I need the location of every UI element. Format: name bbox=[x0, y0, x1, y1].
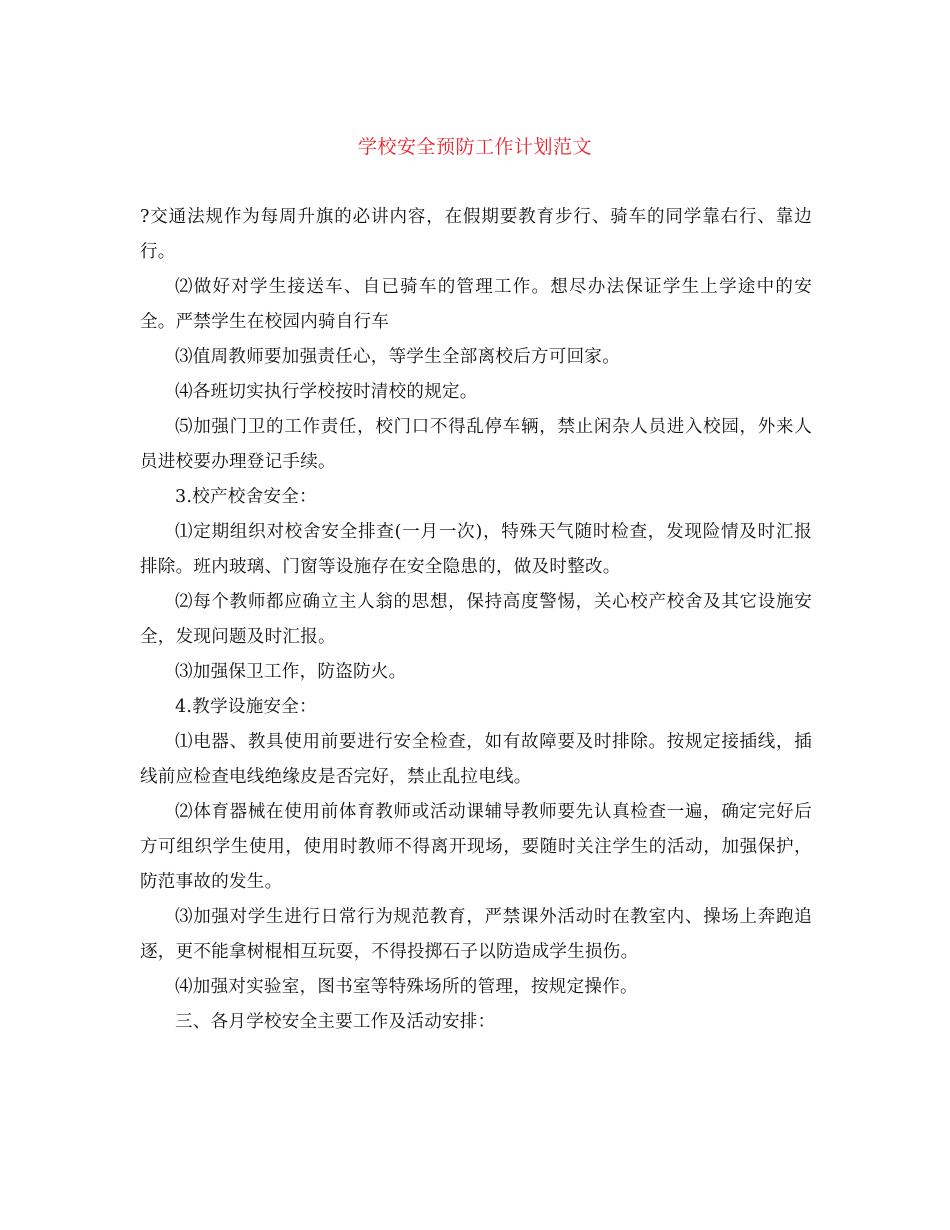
paragraph: ⑶加强保卫工作，防盗防火。 bbox=[175, 662, 407, 682]
section-heading: 三、各月学校安全主要工作及活动安排： bbox=[175, 1012, 496, 1032]
paragraph: ⑵每个教师都应确立主人翁的思想，保持高度警惕，关心校产校舍及其它设施安全，发现问题及时汇报。 bbox=[140, 592, 812, 647]
paragraph: ⑷各班切实执行学校按时清校的规定。 bbox=[175, 382, 478, 402]
paragraph: ?交通法规作为每周升旗的必讲内容，在假期要教育步行、骑车的同学靠右行、靠边行。 bbox=[140, 207, 812, 262]
paragraph: ⑷加强对实验室，图书室等特殊场所的管理，按规定操作。 bbox=[175, 977, 638, 997]
paragraph: ⑶值周教师要加强责任心，等学生全部离校后方可回家。 bbox=[175, 347, 620, 367]
paragraph: ⑸加强门卫的工作责任，校门口不得乱停车辆，禁止闲杂人员进入校园，外来人员进校要办理登记手续。 bbox=[140, 417, 812, 472]
section-heading: 3.校产校舍安全： bbox=[175, 487, 317, 507]
section-heading: 4.教学设施安全： bbox=[175, 697, 317, 717]
paragraph: ⑶加强对学生进行日常行为规范教育，严禁课外活动时在教室内、操场上奔跑追逐，更不能拿树棍相互玩耍，不得投掷石子以防造成学生损伤。 bbox=[140, 907, 812, 962]
paragraph: ⑴定期组织对校舍安全排查(一月一次)，特殊天气随时检查，发现险情及时汇报排除。班内玻璃、门窗等设施存在安全隐患的，做及时整改。 bbox=[140, 522, 812, 577]
document-title: 学校安全预防工作计划范文 bbox=[357, 136, 592, 158]
paragraph: ⑵做好对学生接送车、自已骑车的管理工作。想尽办法保证学生上学途中的安全。严禁学生在校园内骑自行车 bbox=[140, 277, 812, 332]
document-body bbox=[140, 200, 812, 1040]
paragraph: ⑴电器、教具使用前要进行安全检查，如有故障要及时排除。按规定接插线，插线前应检查电线绝缘皮是否完好，禁止乱拉电线。 bbox=[140, 732, 812, 787]
paragraph: ⑵体育器械在使用前体育教师或活动课辅导教师要先认真检查一遍，确定完好后方可组织学生使用，使用时教师不得离开现场，要随时关注学生的活动，加强保护，防范事故的发生。 bbox=[140, 802, 812, 892]
